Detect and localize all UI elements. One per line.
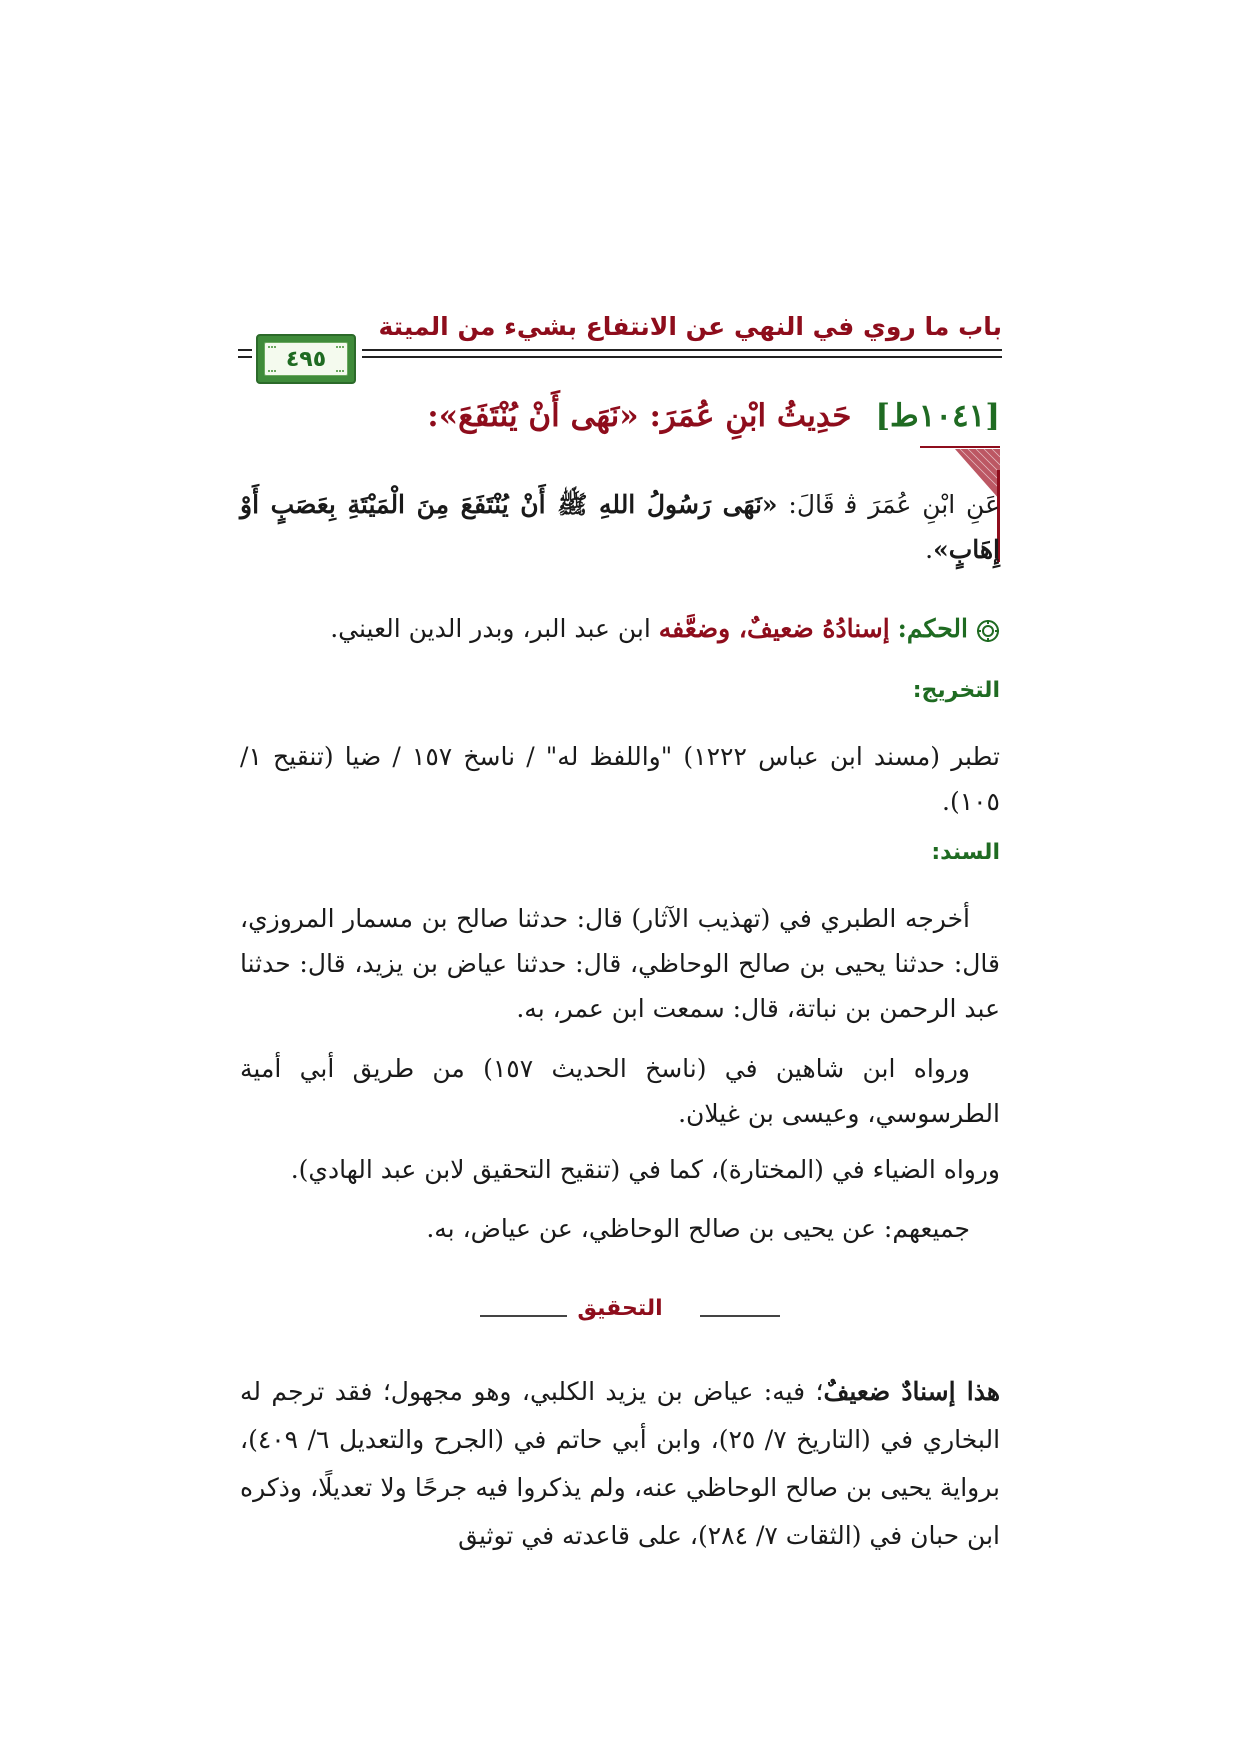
takhrij-heading: التخريج:: [912, 678, 1000, 703]
sanad-text-2: ورواه ابن شاهين في (ناسخ الحديث ١٥٧) من طريق أبي أمية الطرسوسي، وعيسى بن غيلان.: [240, 1054, 1000, 1128]
tahqiq-heading: [480, 1296, 760, 1321]
tahqiq-text: ؛ فيه: عياض بن يزيد الكلبي، وهو مجهول؛ فقد ترجم له البخاري في (التاريخ ٧/ ٢٥)، وابن أبي حاتم في (الجرح والتعديل ٦/ ٤٠٩)، برواية يحيى بن صالح الوحاظي عنه، ولم يذكروا فيه جرحًا ولا تعديلًا، وذكره ابن حبان في (الثقات ٧/ ٢٨٤)، على قاعدته في توثيق: [240, 1377, 1001, 1550]
page-number: ٤٩٥: [285, 346, 327, 372]
sanad-paragraph-1: [240, 896, 1000, 1031]
hadith-title: حَدِيثُ ابْنِ عُمَرَ: «نَهَى أَنْ يُنْتَفَعَ»:: [427, 398, 852, 434]
takhrij-body: تطبر (مسند ابن عباس ١٢٢٢) "واللفظ له" / ناسخ ١٥٧ / ضيا (تنقيح ١/ ١٠٥).: [240, 742, 1001, 816]
sanad-text-3: ورواه الضياء في (المختارة)، كما في (تنقيح التحقيق لابن عبد الهادي).: [290, 1155, 1000, 1184]
takhrij-text: [240, 734, 1000, 824]
matn-end: .: [925, 535, 934, 564]
tahqiq-paragraph: [240, 1368, 1000, 1560]
header-rule-left-top: [238, 349, 252, 351]
page-number-badge: [256, 334, 356, 384]
tahqiq-heading-text: التحقيق: [567, 1296, 672, 1321]
hadith-number: [١٠٤١ط]: [875, 398, 1000, 434]
header-rule-right-bottom: [362, 356, 1002, 358]
tahqiq-lead: هذا إسنادٌ ضعيفٌ: [823, 1377, 1000, 1406]
sanad-heading: السند:: [931, 840, 1000, 865]
ruling-line: [240, 606, 1000, 651]
sanad-paragraph-4: [240, 1206, 1000, 1251]
sanad-text-4: جميعهم: عن يحيى بن صالح الوحاظي، عن عياض، به.: [426, 1214, 970, 1243]
flower-ornament-icon: [976, 619, 1000, 643]
matn-text: «نَهَى رَسُولُ اللهِ ﷺ أَنْ يُنْتَفَعَ مِنَ الْمَيْتَةِ بِعَصَبٍ أَوْ إِهَابٍ»: [240, 490, 1000, 564]
ruling-verdict: إسنادُهُ ضعيفٌ، وضعَّفه: [658, 614, 890, 643]
header-rule-left-bottom: [238, 356, 252, 358]
ruling-label: الحكم:: [897, 614, 968, 643]
sanad-text-1: أخرجه الطبري في (تهذيب الآثار) قال: حدثنا صالح بن مسمار المروزي، قال: حدثنا يحيى بن صالح الوحاظي، قال: حدثنا عياض بن يزيد، قال: حدثنا عبد الرحمن بن نباتة، قال: سمعت ابن عمر، به.: [240, 904, 1000, 1023]
ruling-rest: ابن عبد البر، وبدر الدين العيني.: [330, 614, 659, 643]
sanad-paragraph-3: [240, 1147, 1000, 1192]
sanad-paragraph-2: [240, 1046, 1000, 1136]
matn-intro: عَنِ ابْنِ عُمَرَ ﭬ قَالَ:: [777, 490, 1000, 519]
header-rule-right-top: [362, 349, 1002, 351]
running-title: باب ما روي في النهي عن الانتفاع بشيء من الميتة: [378, 312, 1002, 341]
hadith-matn: [240, 482, 1000, 572]
hadith-heading: [240, 398, 1000, 434]
